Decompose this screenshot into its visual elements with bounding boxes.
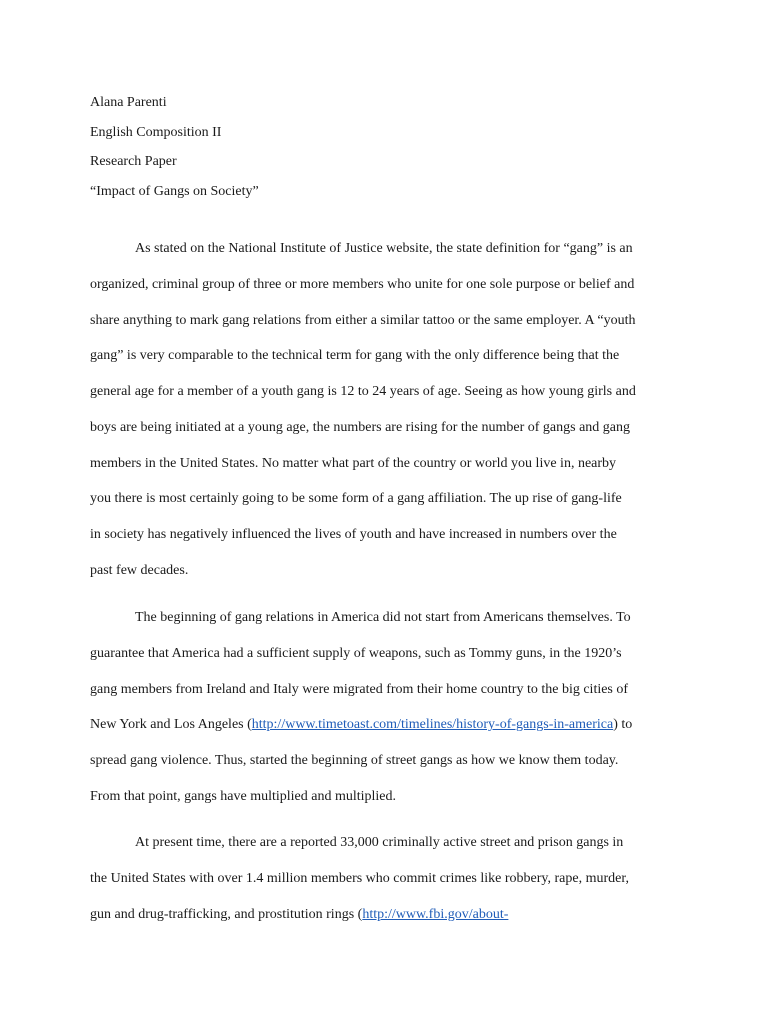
paragraph-2 [90,608,690,823]
paragraph-line: boys are being initiated at a young age, the numbers are rising for the number of gangs and gang [90,419,631,435]
paragraph-1 [90,239,690,597]
document-header [90,93,690,211]
paragraph-line: the United States with over 1.4 million members who commit crimes like robbery, rape, murder, [90,870,629,886]
paper-title: “Impact of Gangs on Society” [90,183,259,199]
paragraph-line: As stated on the National Institute of Justice website, the state definition for “gang” is an [135,241,633,256]
course-name: English Composition II [90,124,222,140]
paragraph-line: members in the United States. No matter what part of the country or world you live in, nearby [90,455,617,471]
paragraph-line-with-link [90,905,690,941]
paragraph-line: you there is most certainly going to be some form of a gang affiliation. The up rise of gang-life [90,491,622,507]
line-text-before-link: New York and Los Angeles ( [90,717,252,733]
paragraph-line: guarantee that America had a sufficient supply of weapons, such as Tommy guns, in the 1920’s [90,645,622,661]
author-name: Alana Parenti [90,95,167,110]
line-text-before-link: gun and drug-trafficking, and prostitution rings ( [90,906,363,922]
paragraph-line: gang” is very comparable to the technical term for gang with the only difference being that the [90,348,620,364]
paragraph-line: past few decades. [90,562,189,578]
fbi-link[interactable]: http://www.fbi.gov/about- [362,906,509,922]
timetoast-link[interactable]: http://www.timetoast.com/timelines/history-of-gangs-in-america [251,717,614,733]
assignment-type: Research Paper [90,154,177,169]
paragraph-line: The beginning of gang relations in America did not start from Americans themselves. To [135,610,631,625]
line-text-after-link: ) to [613,717,633,733]
paragraph-line: From that point, gangs have multiplied and multiplied. [90,788,397,804]
paragraph-line: general age for a member of a youth gang is 12 to 24 years of age. Seeing as how young girls and [90,384,636,399]
paragraph-3 [90,833,690,940]
paragraph-line-with-link [90,715,690,751]
paragraph-line: At present time, there are a reported 33,000 criminally active street and prison gangs in [135,835,624,850]
paragraph-line: organized, criminal group of three or more members who unite for one sole purpose or belief and [90,276,635,292]
paragraph-line: spread gang violence. Thus, started the beginning of street gangs as how we know them today. [90,753,619,768]
paragraph-line: gang members from Ireland and Italy were migrated from their home country to the big cities of [90,681,629,697]
paragraph-line: in society has negatively influenced the lives of youth and have increased in numbers over the [90,527,617,542]
paragraph-line: share anything to mark gang relations from either a similar tattoo or the same employer. A “youth [90,312,636,328]
